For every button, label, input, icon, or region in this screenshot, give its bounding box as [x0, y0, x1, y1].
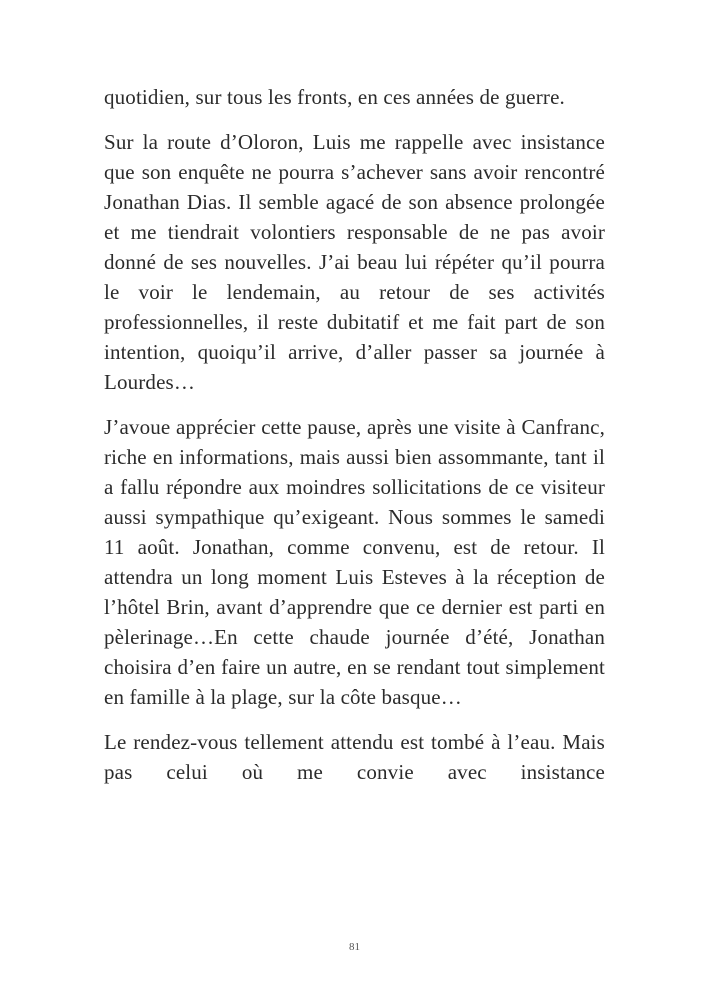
- page-number: 81: [349, 941, 360, 953]
- paragraph-2: Sur la route d’Oloron, Luis me rappelle avec insistance que son enquête ne pourra s’achever sans avoir rencontré Jonathan Dias. Il semble agacé de son absence prolongée et me tiendrait volontiers responsable de ne pas avoir donné de ses nouvelles. J’ai beau lui répéter qu’il pourra le voir le lendemain, au retour de ses activités professionnelles, il reste dubitatif et me fait part de son intention, quoiqu’il arrive, d’aller passer sa journée à Lourdes…: [104, 130, 605, 394]
- paragraph-1: quotidien, sur tous les fronts, en ces années de guerre.: [104, 85, 565, 109]
- paragraph-4: Le rendez-vous tellement attendu est tombé à l’eau. Mais pas celui où me convie avec insistance: [104, 730, 605, 784]
- paragraph-3: J’avoue apprécier cette pause, après une visite à Canfranc, riche en informations, mais aussi bien assommante, tant il a fallu répondre aux moindres sollicitations de ce visiteur aussi sympathique qu’exigeant. Nous sommes le samedi 11 août. Jonathan, comme convenu, est de retour. Il attendra un long moment Luis Esteves à la réception de l’hôtel Brin, avant d’apprendre que ce dernier est parti en pèlerinage…En cette chaude journée d’été, Jonathan choisira d’en faire un autre, en se rendant tout simplement en famille à la plage, sur la côte basque…: [104, 415, 605, 709]
- body-text: [104, 82, 605, 802]
